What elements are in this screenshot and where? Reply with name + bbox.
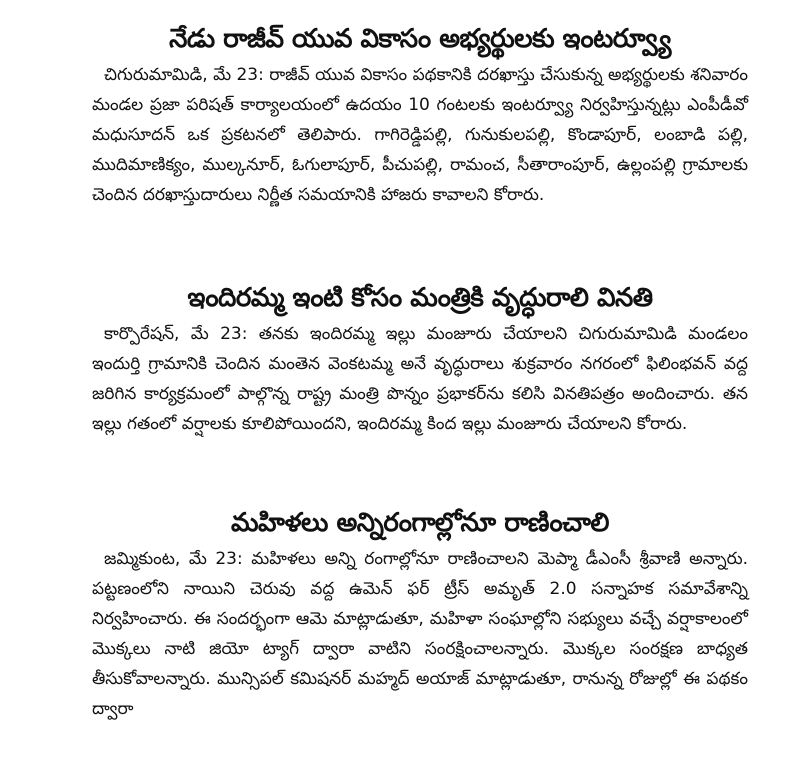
headline: మహిళలు అన్నిరంగాల్లోనూ రాణించాలి	[231, 508, 609, 538]
article-women-excel	[92, 506, 748, 724]
headline: ఇందిరమ్మ ఇంటి కోసం మంత్రికి వృద్ధురాలి వినతి	[187, 283, 653, 313]
article-body: జమ్మికుంట, మే 23: మహిళలు అన్ని రంగాల్లోనూ రాణించాలని మెప్మా డీఎంసీ శ్రీవాణి అన్నారు. పట్టణంలోని నాయిని చెరువు వద్ద ఉమెన్ ఫర్ ట్రీస్ అమృత్ 2.0 సన్నాహక సమావేశాన్ని నిర్వహించారు. ఈ సందర్భంగా ఆమె మాట్లాడుతూ, మహిళా సంఘాల్లోని సభ్యులు వచ్చే వర్షాకాలంలో మొక్కలు నాటి జియో ట్యాగ్ ద్వారా వాటిని సంరక్షించాలన్నారు. మొక్కల సంరక్షణ బాధ్యత తీసుకోవాలన్నారు. మున్సిపల్ కమిషనర్ మహ్మద్ అయాజ్ మాట్లాడుతూ, రానున్న రోజుల్లో ఈ పథకం ద్వారా	[92, 549, 748, 719]
article-body: చిగురుమామిడి, మే 23: రాజీవ్ యువ వికాసం పథకానికి దరఖాస్తు చేసుకున్న అభ్యర్థులకు శనివారం మండల ప్రజా పరిషత్ కార్యాలయంలో ఉదయం 10 గంటలకు ఇంటర్వ్యూ నిర్వహిస్తున్నట్లు ఎంపీడీవో మధుసూదన్ ఒక ప్రకటనలో తెలిపారు. గాగిరెడ్డిపల్లి, గునుకులపల్లి, కొండాపూర్, లంబాడి పల్లి, ముదిమాణిక్యం, ముల్కనూర్, ఓగులాపూర్, పీచుపల్లి, రామంచ, సీతారాంపూర్, ఉల్లంపల్లి గ్రామాలకు చెందిన దరఖాస్తుదారులు నిర్ణీత సమయానికి హాజరు కావాలని కోరారు.	[92, 65, 748, 205]
article-indiramma-house	[92, 281, 748, 439]
article-body: కార్పొరేషన్, మే 23: తనకు ఇందిరమ్మ ఇల్లు మంజూరు చేయాలని చిగురుమామిడి మండలం ఇందుర్తి గ్రామానికి చెందిన మంతెన వెంకటమ్మ అనే వృద్ధురాలు శుక్రవారం నగరంలో ఫిలింభవన్ వద్ద జరిగిన కార్యక్రమంలో పాల్గొన్న రాష్ట్ర మంత్రి పొన్నం ప్రభాకర్‌ను కలిసి వినతిపత్రం అందించారు. తన ఇల్లు గతంలో వర్షాలకు కూలిపోయిందని, ఇందిరమ్మ కింద ఇల్లు మంజూరు చేయాలని కోరారు.	[92, 324, 748, 434]
headline: నేడు రాజీవ్ యువ వికాసం అభ్యర్థులకు ఇంటర్వ్యూ	[169, 24, 671, 54]
article-rajiv-yuva-vikasam	[92, 22, 748, 210]
